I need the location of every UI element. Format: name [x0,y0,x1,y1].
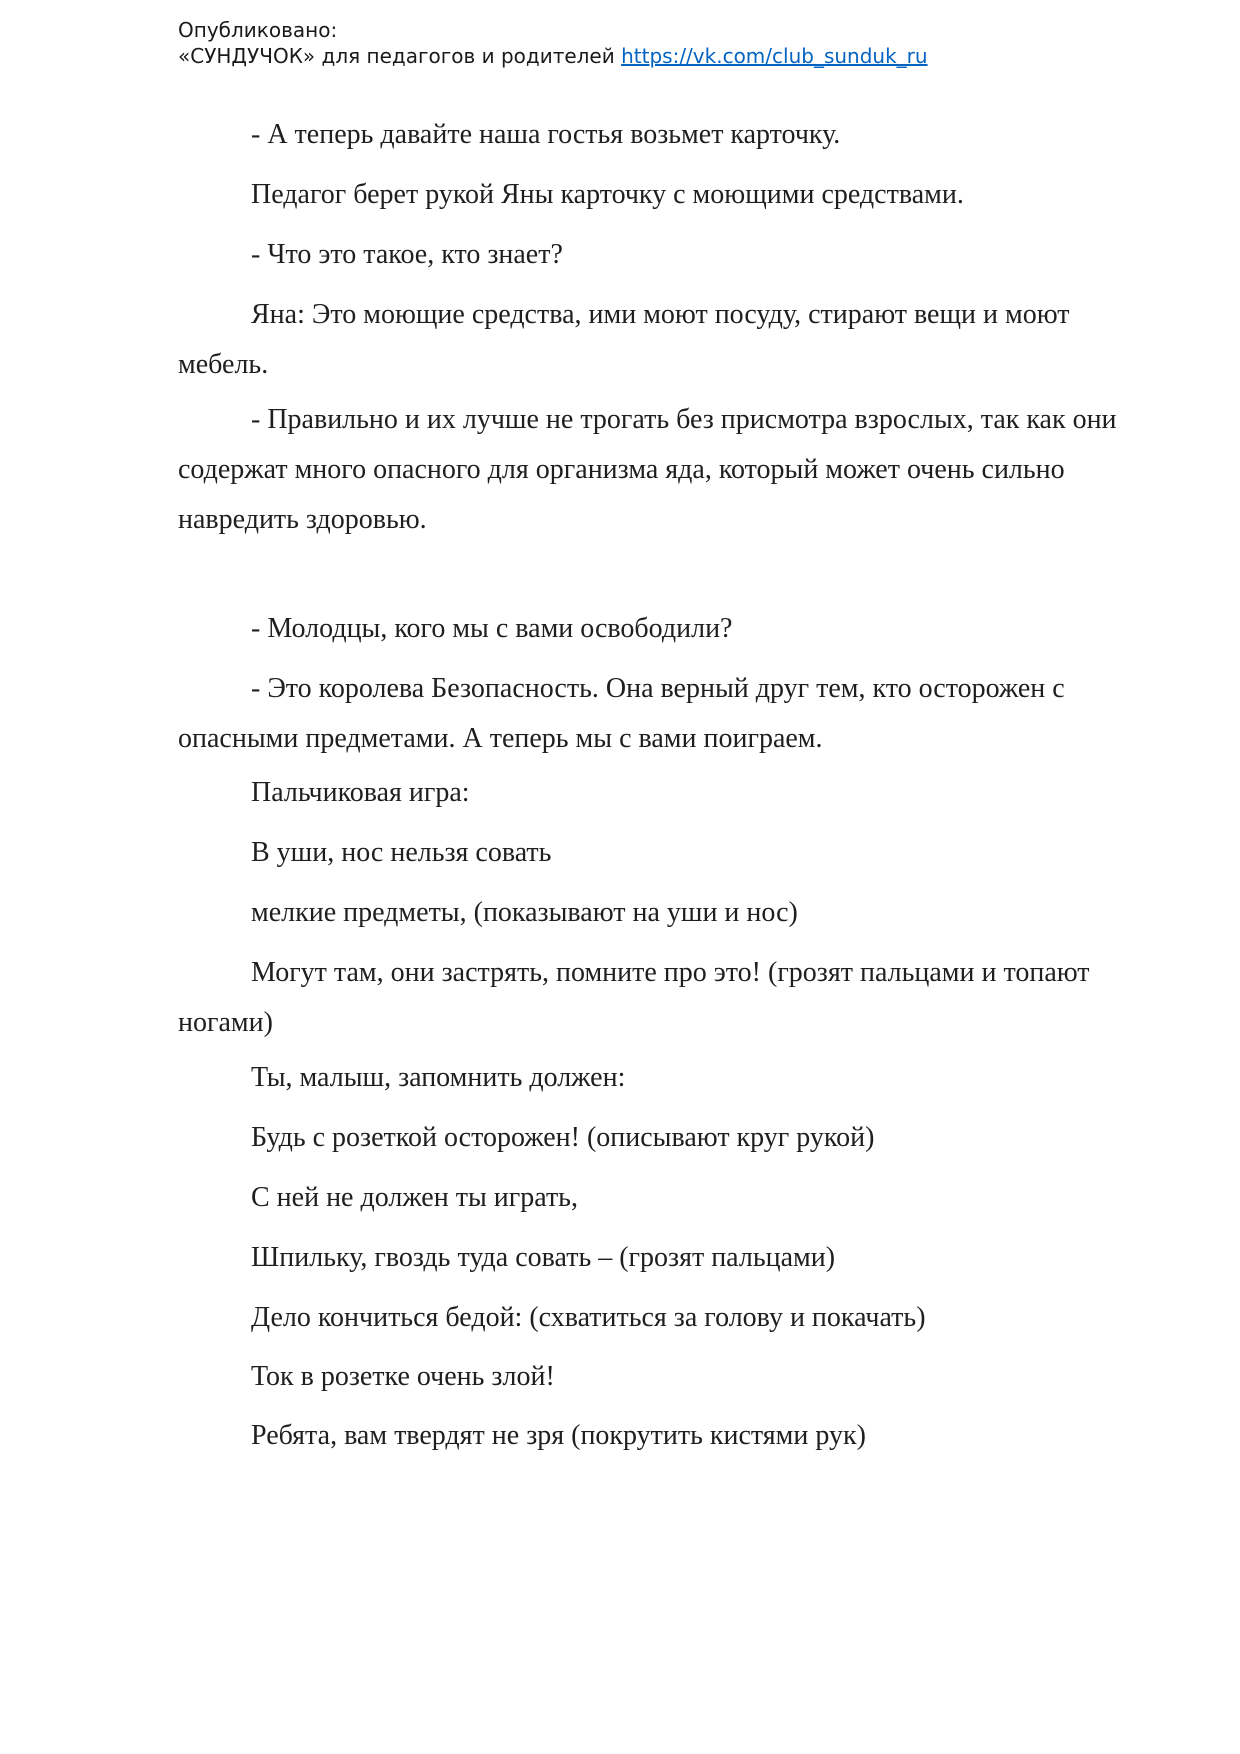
paragraph-1: - А теперь давайте наша гостья возьмет карточку. [251,119,841,150]
published-label: Опубликовано: [178,18,338,42]
paragraph-3: - Что это такое, кто знает? [251,239,563,270]
paragraph-8: Пальчиковая игра: [251,777,470,808]
publisher-line [178,43,928,69]
paragraph-5: - Правильно и их лучше не трогать без присмотра взрослых, так как они содержат много опасного для организма яда, который может очень сильно навредить здоровью. [178,404,1117,535]
vk-group-link[interactable]: https://vk.com/club_sunduk_ru [621,44,928,68]
poem-line-5: Будь с розеткой осторожен! (описывают круг рукой) [251,1122,875,1153]
paragraph-4: Яна: Это моющие средства, ими моют посуду, стирают вещи и моют мебель. [178,299,1070,380]
publisher-text: «СУНДУЧОК» для педагогов и родителей [178,44,622,68]
paragraph-6: - Молодцы, кого мы с вами освободили? [251,613,733,644]
poem-line-8: Дело кончиться бедой: (схватиться за голову и покачать) [251,1302,926,1333]
poem-line-1: В уши, нос нельзя совать [251,837,552,868]
poem-line-2: мелкие предметы, (показывают на уши и нос) [251,897,798,928]
poem-line-7: Шпильку, гвоздь туда совать – (грозят пальцами) [251,1242,836,1273]
poem-line-6: С ней не должен ты играть, [251,1182,578,1213]
poem-line-3: Могут там, они застрять, помните про это! (грозят пальцами и топают ногами) [178,957,1090,1038]
publication-header [178,17,928,69]
poem-line-9: Ток в розетке очень злой! [251,1361,555,1392]
poem-line-4: Ты, малыш, запомнить должен: [251,1062,626,1093]
paragraph-2: Педагог берет рукой Яны карточку с моющими средствами. [251,179,964,210]
paragraph-7: - Это королева Безопасность. Она верный друг тем, кто осторожен с опасными предметами. А теперь мы с вами поиграем. [178,673,1065,754]
poem-line-10: Ребята, вам твердят не зря (покрутить кистями рук) [251,1420,866,1451]
